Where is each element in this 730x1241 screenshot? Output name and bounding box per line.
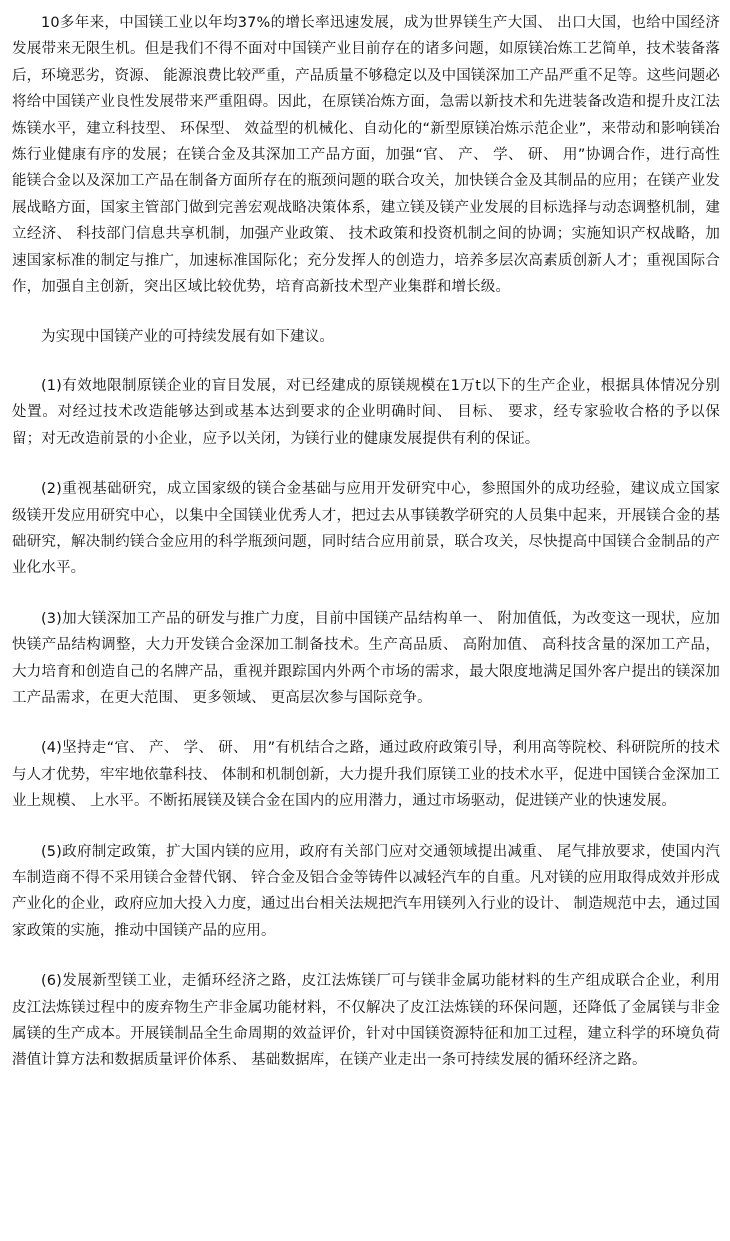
paragraph-recommendation-1: (1)有效地限制原镁企业的盲目发展，对已经建成的原镁规模在1万t以下的生产企业，根据具体情况分别处置。对经过技术改造能够达到或基本达到要求的企业明确时间、 目标、 要求，经专家验收合格的予以保留；对无改造前景的小企业，应予以关闭，为镁行业的健康发展提供有利的保证。: [12, 377, 720, 447]
paragraph-recommendations-intro: 为实现中国镁产业的可持续发展有如下建议。: [41, 329, 334, 346]
paragraph-recommendation-5: (5)政府制定政策，扩大国内镁的应用，政府有关部门应对交通领域提出减重、 尾气排放要求，使国内汽车制造商不得不采用镁合金替代钢、 锌合金及铝合金等铸件以减轻汽车的自重。凡对镁的应用取得成效并形成产业化的企业，政府应加大投入力度，通过出台相关法规把汽车用镁列入行业的设计、 制造规范中去，通过国家政策的实施，推动中国镁产品的应用。: [12, 843, 720, 939]
paragraph-recommendation-6: (6)发展新型镁工业，走循环经济之路，皮江法炼镁厂可与镁非金属功能材料的生产组成联合企业，利用皮江法炼镁过程中的废弃物生产非金属功能材料，不仅解决了皮江法炼镁的环保问题，还降低了金属镁与非金属镁的生产成本。开展镁制品全生命周期的效益评价，针对中国镁资源特征和加工过程，建立科学的环境负荷潜值计算方法和数据质量评价体系、 基础数据库，在镁产业走出一条可持续发展的循环经济之路。: [12, 973, 720, 1069]
paragraph-recommendation-2: (2)重视基础研究，成立国家级的镁合金基础与应用开发研究中心，参照国外的成功经验，建议成立国家级镁开发应用研究中心，以集中全国镁业优秀人才，把过去从事镁教学研究的人员集中起来，开展镁合金的基础研究，解决制约镁合金应用的科学瓶颈问题，同时结合应用前景，联合攻关，尽快提高中国镁合金制品的产业化水平。: [12, 481, 720, 577]
paragraph-recommendation-4: (4)坚持走“官、 产、 学、 研、 用”有机结合之路，通过政府政策引导，利用高等院校、科研院所的技术与人才优势，牢牢地依靠科技、 体制和机制创新，大力提升我们原镁工业的技术水平，促进中国镁合金深加工业上规模、 上水平。不断拓展镁及镁合金在国内的应用潜力，通过市场驱动，促进镁产业的快速发展。: [12, 740, 720, 810]
paragraph-overview: 10多年来，中国镁工业以年均37%的增长率迅速发展，成为世界镁生产大国、 出口大国，也给中国经济发展带来无限生机。但是我们不得不面对中国镁产业目前存在的诸多问题，如原镁冶炼工艺简单，技术装备落后，环境恶劣，资源、 能源浪费比较严重，产品质量不够稳定以及中国镁深加工产品严重不足等。这些问题必将给中国镁产业良性发展带来严重阻碍。因此，在原镁冶炼方面，急需以新技术和先进装备改造和提升皮江法炼镁水平，建立科技型、 环保型、 效益型的机械化、自动化的“新型原镁冶炼示范企业”，来带动和影响镁冶炼行业健康有序的发展；在镁合金及其深加工产品方面，加强“官、 产、 学、 研、 用”协调合作，进行高性能镁合金以及深加工产品在制备方面所存在的瓶颈问题的联合攻关，加快镁合金及其制品的应用；在镁产业发展战略方面，国家主管部门做到完善宏观战略决策体系，建立镁及镁产业发展的目标选择与动态调整机制，建立经济、 科技部门信息共享机制，加强产业政策、 技术政策和投资机制之间的协调；实施知识产权战略，加速国家标准的制定与推广，加速标准国际化；充分发挥人的创造力，培养多层次高素质创新人才；重视国际合作，加强自主创新，突出区域比较优势，培育高新技术型产业集群和增长级。: [12, 15, 720, 296]
paragraph-recommendation-3: (3)加大镁深加工产品的研发与推广力度，目前中国镁产品结构单一、 附加值低，为改变这一现状，应加快镁产品结构调整，大力开发镁合金深加工制备技术。生产高品质、 高附加值、 高科技含量的深加工产品，大力培育和创造自己的名牌产品，重视并跟踪国内外两个市场的需求，最大限度地满足国外客户提出的镁深加工产品需求，在更大范围、 更多领域、 更高层次参与国际竞争。: [12, 610, 720, 706]
document-body: [12, 10, 720, 1098]
